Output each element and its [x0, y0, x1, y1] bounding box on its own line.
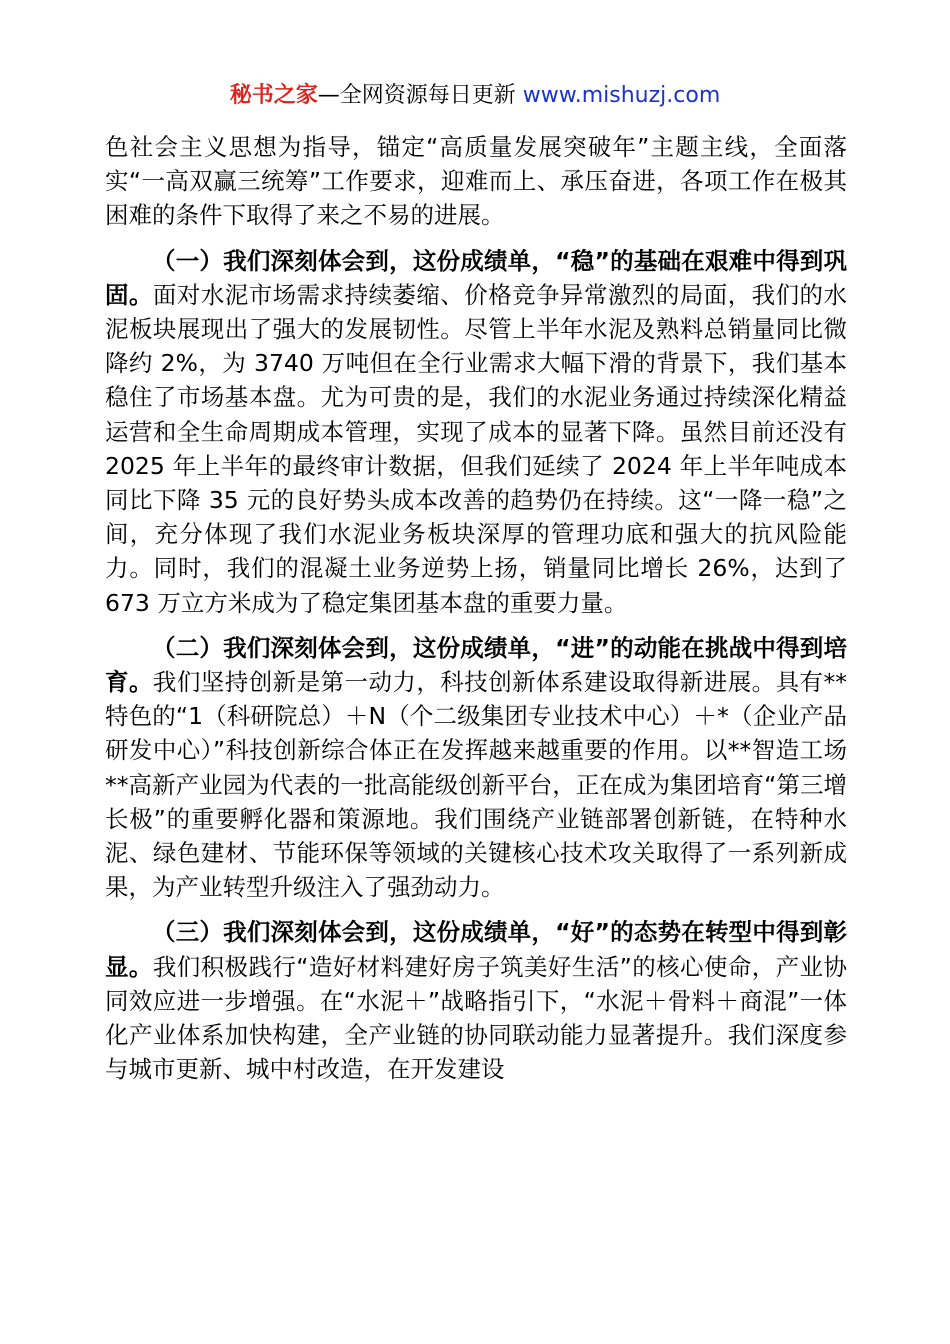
section-3-text: 我们积极践行“造好材料建好房子筑美好生活”的核心使命，产业协同效应进一步增强。在“水泥＋”战略指引下，“水泥＋骨料＋商混”一体化产业体系加快构建，全产业链的协同联动能力显著提升。我们深度参与城市更新、城中村改造，在开发建设 [105, 952, 848, 1084]
section-2-text: 我们坚持创新是第一动力，科技创新体系建设取得新进展。具有**特色的“1（科研院总）＋N（个二级集团专业技术中心）＋*（企业产品研发中心）”科技创新综合体正在发挥越来越重要的作用。以**智造工场**高新产业园为代表的一批高能级创新平台，正在成为集团培育“第三增长极”的重要孵化器和策源地。我们围绕产业链部署创新链，在特种水泥、绿色建材、节能环保等领域的关键核心技术攻关取得了一系列新成果，为产业转型升级注入了强劲动力。 [105, 668, 848, 902]
document-body [105, 130, 847, 1097]
page-header [0, 80, 950, 112]
header-tagline: —全网资源每日更新 [317, 83, 523, 108]
site-url[interactable]: www.mishuzj.com [522, 83, 721, 108]
paragraph-text: 色社会主义思想为指导，锚定“高质量发展突破年”主题主线，全面落实“一高双赢三统筹”工作要求，迎难而上、承压奋进，各项工作在极其困难的条件下取得了来之不易的进展。 [105, 133, 847, 230]
section-3-heading: （三）我们深刻体会到，这份成绩单，“好”的态势在转型中得到彰显。 [105, 918, 847, 981]
paragraph-intro [105, 130, 847, 233]
paragraph-section-1 [105, 244, 847, 620]
section-2-heading: （二）我们深刻体会到，这份成绩单，“进”的动能在挑战中得到培育。 [105, 633, 847, 697]
brand-name: 秘书之家 [229, 83, 318, 108]
section-1-text: 面对水泥市场需求持续萎缩、价格竞争异常激烈的局面，我们的水泥板块展现出了强大的发展韧性。尽管上半年水泥及熟料总销量同比微降约 2%，为 3740 万吨但在全行业需求大幅下滑的背景下，我们基本稳住了市场基本盘。尤为可贵的是，我们的水泥业务通过持续深化精益运营和全生命周期成本管理，实现了成本的显著下降。虽然目前还没有 2025 年上半年的最终审计数据，但我们延续了 2024 年上半年吨成本同比下降 35 元的良好势头成本改善的趋势仍在持续。这“一降一稳”之间，充分体现了我们水泥业务板块深厚的管理功底和强大的抗风险能力。同时，我们的混凝土业务逆势上扬，销量同比增长 26%，达到了 673 万立方米成为了稳定集团基本盘的重要力量。 [105, 280, 848, 617]
paragraph-section-2 [105, 631, 847, 905]
paragraph-section-3 [105, 915, 847, 1086]
section-1-heading: （一）我们深刻体会到，这份成绩单，“稳”的基础在艰难中得到巩固。 [105, 246, 847, 309]
